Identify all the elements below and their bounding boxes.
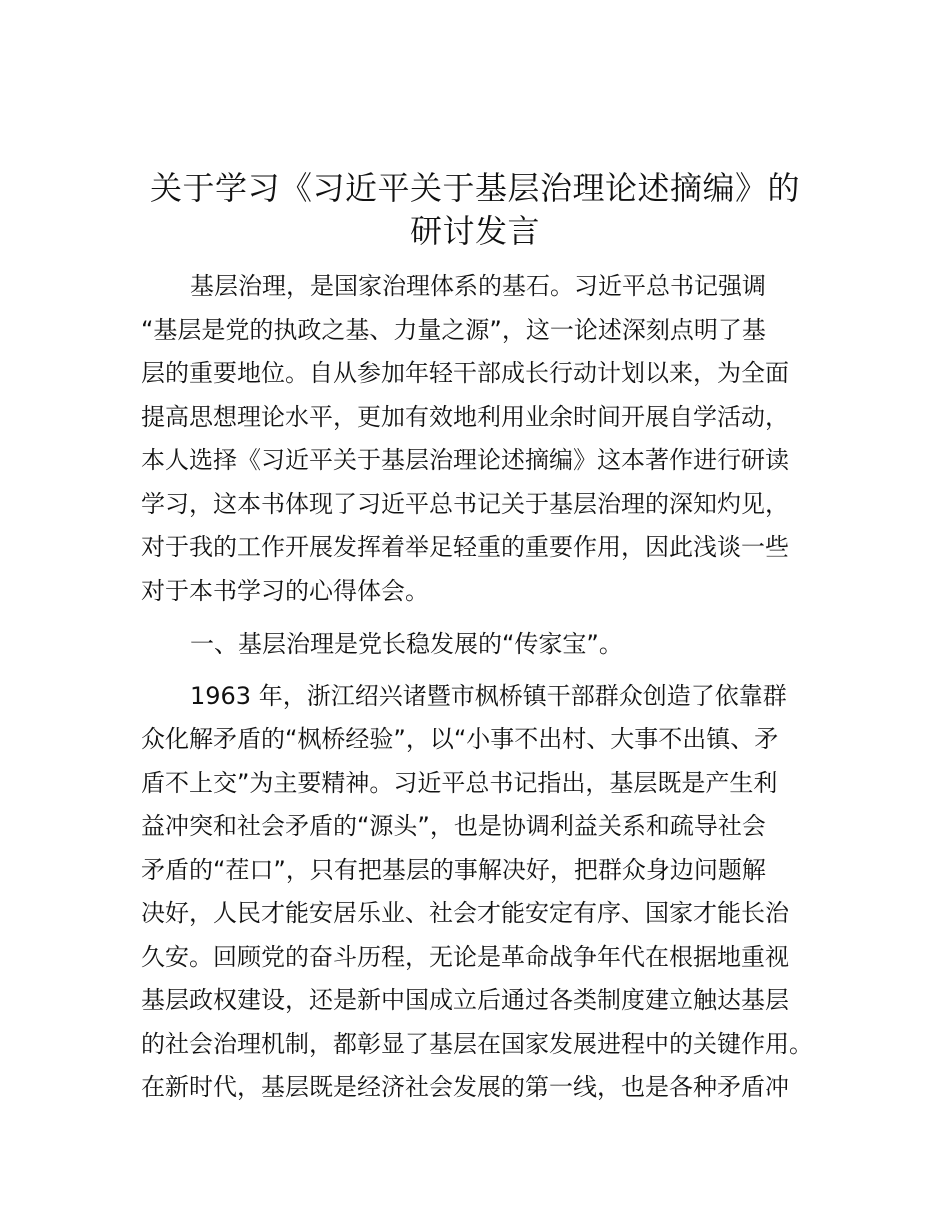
paragraph-line: 层的重要地位。自从参加年轻干部成长行动计划以来，为全面: [141, 359, 789, 387]
paragraph-line: 益冲突和社会矛盾的“源头”，也是协调利益关系和疏导社会: [141, 812, 766, 840]
paragraph-line: 1963 年，浙江绍兴诸暨市枫桥镇干部群众创造了依靠群: [190, 682, 787, 710]
paragraph-line: 提高思想理论水平，更加有效地利用业余时间开展自学活动，: [141, 403, 789, 431]
paragraph-line: 久安。回顾党的奋斗历程，无论是革命战争年代在根据地重视: [141, 943, 789, 971]
document-title-line-2: 研讨发言: [409, 212, 540, 250]
paragraph-line: 本人选择《习近平关于基层治理论述摘编》这本著作进行研读: [141, 446, 789, 474]
paragraph-line: 的社会治理机制，都彰显了基层在国家发展进程中的关键作用。: [141, 1030, 813, 1058]
paragraph-line: 众化解矛盾的“枫桥经验”，以“小事不出村、大事不出镇、矛: [141, 725, 779, 753]
paragraph-line: 盾不上交”为主要精神。习近平总书记指出，基层既是产生利: [141, 769, 778, 797]
paragraph-line: 矛盾的“茬口”，只有把基层的事解决好，把群众身边问题解: [141, 856, 766, 884]
paragraph-line: 决好，人民才能安居乐业、社会才能安定有序、国家才能长治: [141, 899, 789, 927]
paragraph-line: 对于我的工作开展发挥着举足轻重的重要作用，因此浅谈一些: [141, 533, 789, 561]
paragraph-line: 基层政权建设，还是新中国成立后通过各类制度建立触达基层: [141, 986, 789, 1014]
paragraph-line: “基层是党的执政之基、力量之源”，这一论述深刻点明了基: [141, 316, 766, 344]
section-heading-1: 一、基层治理是党长稳发展的“传家宝”。: [190, 630, 623, 658]
paragraph-line: 对于本书学习的心得体会。: [141, 577, 429, 605]
document-title-line-1: 关于学习《习近平关于基层治理论述摘编》的: [149, 169, 800, 207]
paragraph-line: 在新时代，基层既是经济社会发展的第一线，也是各种矛盾冲: [141, 1073, 789, 1101]
paragraph-line: 学习，这本书体现了习近平总书记关于基层治理的深知灼见，: [141, 490, 789, 518]
paragraph-line: 基层治理，是国家治理体系的基石。习近平总书记强调: [190, 272, 766, 300]
